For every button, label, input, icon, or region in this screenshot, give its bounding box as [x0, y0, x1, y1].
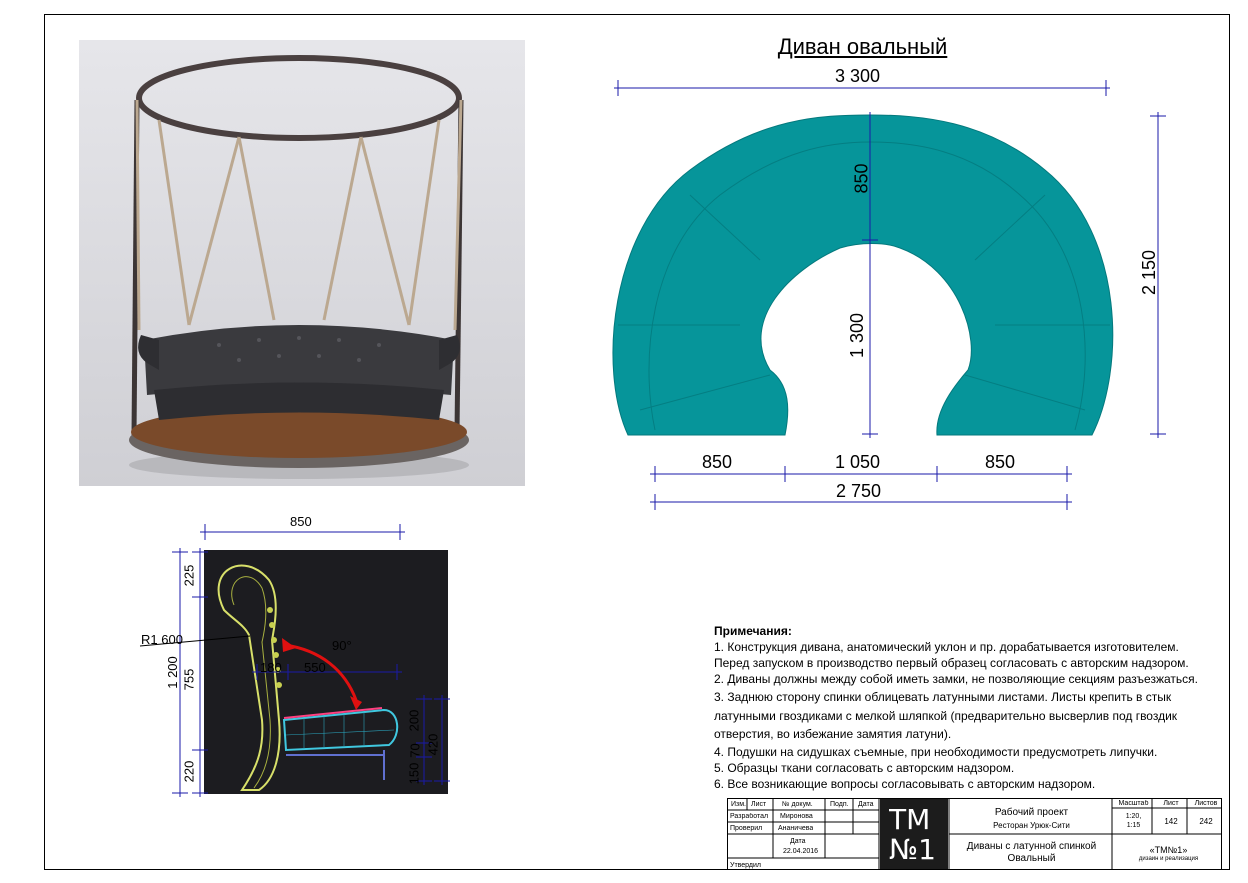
drawing-title-1: Диваны с латунной спинкой [966, 841, 1097, 852]
company-name: «ТМ№1» [1149, 845, 1188, 855]
notes-block [714, 623, 1214, 792]
col-doc: № докум. [782, 801, 813, 808]
logo-bottom: №1 [889, 833, 936, 866]
dim-back-mid: 755 [181, 668, 197, 691]
col-izm: Изм. [731, 801, 746, 808]
dim-base-width: 2 750 [836, 481, 882, 501]
dim-right-arm: 850 [985, 452, 1016, 472]
developed-name: Миронова [780, 813, 813, 820]
dim-overall-height: 2 150 [1139, 249, 1160, 296]
note-line: 3. Заднюю сторону спинки облицевать латунными листами. Листы крепить в стык [714, 690, 1172, 704]
col-sign: Подп. [830, 801, 849, 808]
dim-leg-b: 70 [407, 743, 423, 758]
drawing-title: Диван овальный [777, 34, 948, 59]
note-line: 1. Конструкция дивана, анатомический уклон и пр. дорабатывается изготовителем. [714, 640, 1179, 654]
sheets-value: 242 [1199, 817, 1213, 826]
checked-name: Ананичева [778, 825, 814, 832]
dim-left-arm: 850 [702, 452, 733, 472]
dim-back-depth: 850 [851, 163, 872, 194]
dim-seat-depth: 550 [304, 660, 326, 675]
date-label: Дата [790, 838, 806, 845]
date-value: 22.04.2016 [783, 848, 819, 855]
sheet-value: 142 [1164, 817, 1178, 826]
dim-total-height: 1 200 [164, 656, 180, 689]
project-name: Ресторан Урюк-Сити [993, 821, 1070, 830]
dim-overall-width: 3 300 [835, 66, 881, 86]
title-block [727, 798, 1222, 870]
project-title: Рабочий проект [994, 807, 1069, 818]
scale-label: Масштаб [1118, 800, 1149, 807]
note-line: 2. Диваны должны между собой иметь замки, не позволяющие секциям разъезжаться. [714, 672, 1198, 686]
note-line: отверстия, во избежание замятия латуни). [714, 727, 952, 741]
dim-seat-total: 420 [425, 733, 441, 756]
dim-section-width: 850 [290, 514, 312, 529]
developed-label: Разработал [730, 813, 769, 820]
scale-value-2: 1:15 [1126, 822, 1141, 829]
dim-leg-a: 150 [406, 762, 422, 785]
checked-label: Проверил [730, 825, 763, 832]
note-line: 6. Все возникающие вопросы согласовывать с авторским надзором. [714, 777, 1096, 791]
note-line: латунными гвоздиками с мелкой шляпкой (предварительно высверлив под гвоздик [714, 709, 1178, 723]
dim-bottom: 220 [181, 760, 197, 783]
col-list: Лист [751, 801, 767, 808]
scale-value-1: 1:20, [1125, 813, 1142, 820]
dim-inner-depth: 1 300 [847, 312, 868, 359]
dim-radius: R1 600 [141, 632, 183, 647]
note-line: 5. Образцы ткани согласовать с авторским надзором. [714, 761, 1015, 775]
col-date: Дата [858, 801, 874, 808]
dim-seat-offset: 180 [260, 660, 282, 675]
dim-top-height: 225 [181, 564, 197, 587]
logo-top: TM [889, 803, 931, 836]
notes-heading: Примечания: [714, 624, 792, 638]
company-sub: дизайн и реализация [1138, 856, 1199, 862]
dim-cushion: 200 [406, 709, 422, 732]
drawing-title-2: Овальный [1007, 853, 1056, 864]
sheet-label: Лист [1163, 800, 1179, 807]
sheets-label: Листов [1194, 800, 1218, 807]
dim-angle: 90° [332, 638, 352, 653]
note-line: 4. Подушки на сидушках съемные, при необходимости предусмотреть липучки. [714, 745, 1158, 759]
note-line: Перед запуском в производство первый образец согласовать с авторским надзором. [714, 656, 1189, 670]
dim-opening: 1 050 [835, 452, 881, 472]
approved-label: Утвердил [730, 862, 761, 869]
